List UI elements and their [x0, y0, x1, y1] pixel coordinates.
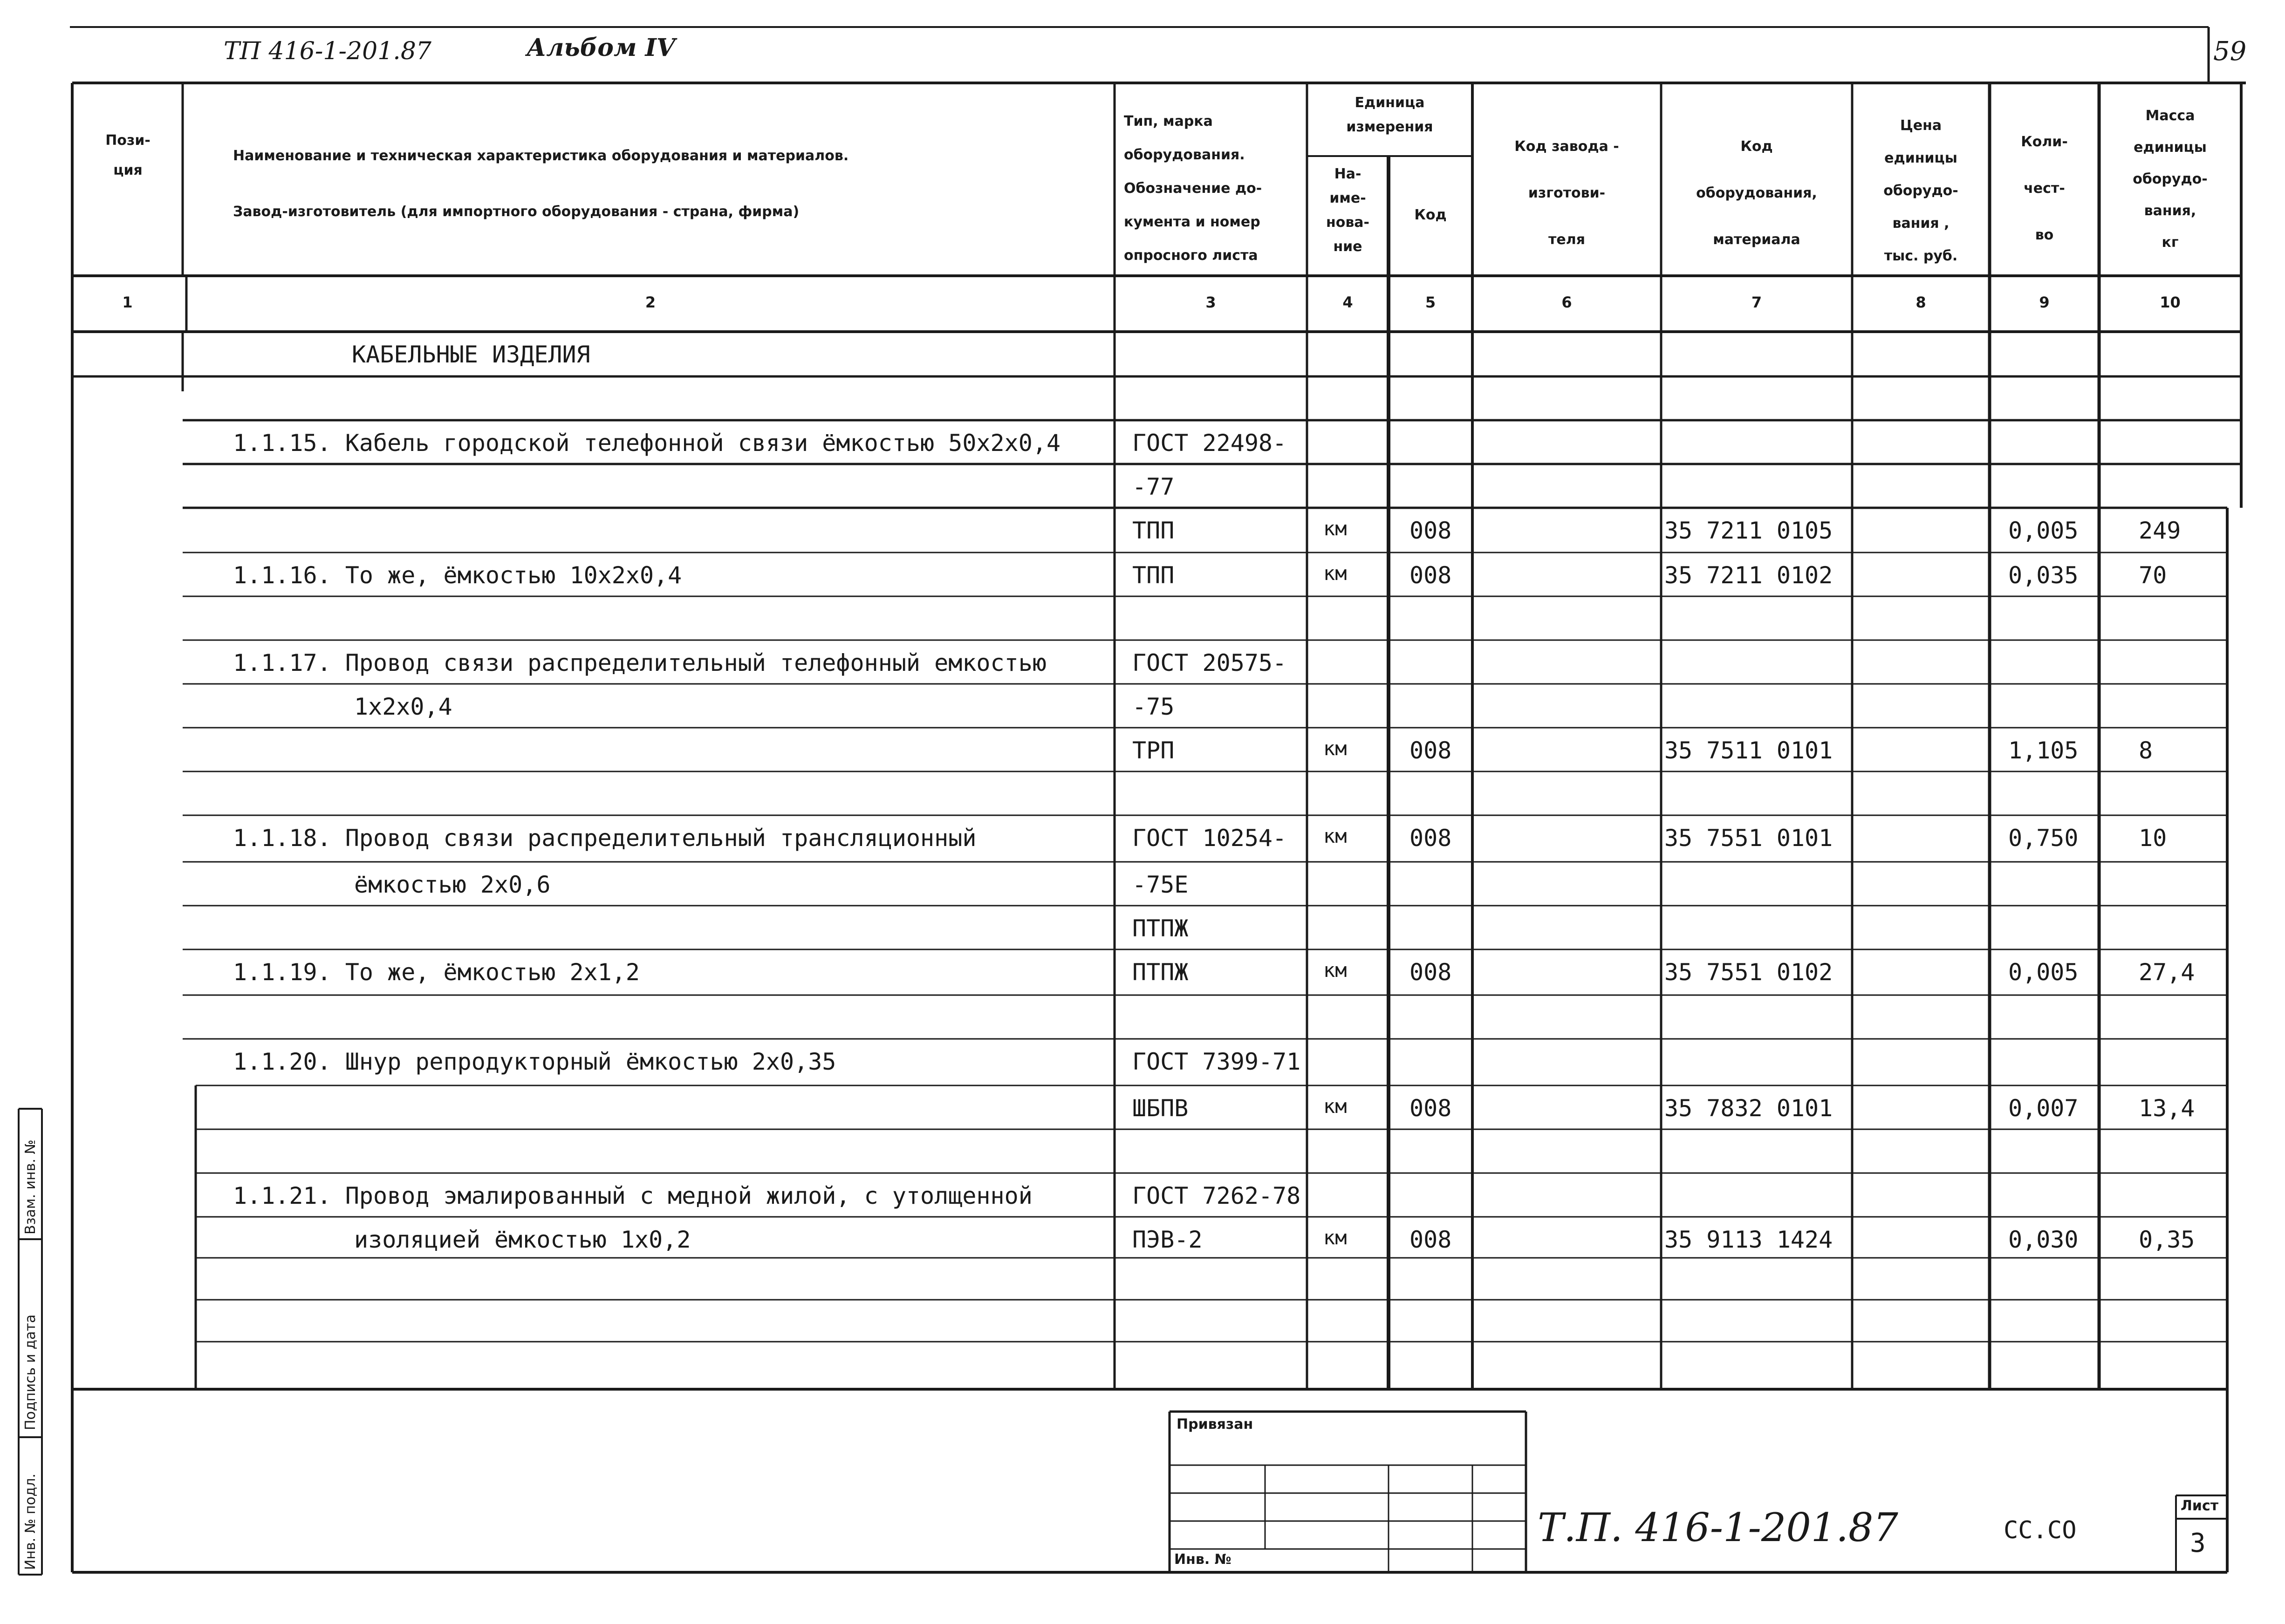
row-qty: 0,005	[2008, 517, 2079, 544]
header-material-code: Код оборудования, материала	[1696, 138, 1817, 248]
row-qty: 0,750	[2008, 825, 2079, 852]
row-type: ГОСТ 7262-78	[1132, 1182, 1301, 1209]
row-code: 008	[1409, 562, 1452, 589]
row-type: ГОСТ 10254-	[1132, 825, 1287, 852]
row-name: КАБЕЛЬНЫЕ ИЗДЕЛИЯ	[352, 341, 590, 368]
row-type: ПТПЖ	[1132, 915, 1189, 942]
row-mass: 0,35	[2139, 1226, 2195, 1253]
column-number: 10	[2160, 293, 2181, 311]
row-qty: 0,005	[2008, 959, 2079, 986]
header-type: Тип, марка оборудования. Обозначение до- кумента и номер опросного листа	[1124, 113, 1262, 264]
column-number: 4	[1342, 293, 1353, 311]
row-qty: 0,030	[2008, 1226, 2079, 1253]
row-code: 008	[1409, 1226, 1452, 1253]
inventory-label: Инв. №	[1174, 1551, 1231, 1568]
column-number: 2	[645, 293, 656, 311]
header-price: Цена единицы оборудо- вания , тыс. руб.	[1883, 117, 1958, 264]
row-type: -77	[1132, 473, 1175, 500]
side-label-replace: Взам. инв. №	[22, 1140, 39, 1235]
column-number: 1	[122, 293, 133, 311]
column-number: 5	[1425, 293, 1436, 311]
row-mat-code: 35 7832 0101	[1664, 1095, 1833, 1122]
row-unit: км	[1323, 737, 1347, 760]
row-mat-code: 35 9113 1424	[1664, 1226, 1833, 1253]
row-type: ТПП	[1132, 562, 1175, 589]
row-name: 1.1.19. То же, ёмкостью 2x1,2	[233, 959, 640, 986]
row-name: 1.1.17. Провод связи распределительный телефонный емкостью	[233, 649, 1047, 676]
row-type: ГОСТ 22498-	[1132, 430, 1287, 457]
row-code: 008	[1409, 959, 1452, 986]
row-unit: км	[1323, 562, 1347, 585]
column-number: 7	[1751, 293, 1762, 311]
row-code: 008	[1409, 825, 1452, 852]
row-type: ГОСТ 7399-71	[1132, 1048, 1301, 1075]
row-code: 008	[1409, 1095, 1452, 1122]
row-name: 1.1.16. То же, ёмкостью 10x2x0,4	[233, 562, 682, 589]
row-type: ГОСТ 20575-	[1132, 649, 1287, 676]
row-type: ТРП	[1132, 737, 1175, 764]
sheet-code: СС.СО	[2004, 1516, 2077, 1544]
row-unit: км	[1323, 517, 1347, 540]
row-name: изоляцией ёмкостью 1x0,2	[354, 1226, 691, 1253]
row-unit: км	[1323, 1226, 1347, 1249]
doc-code-top: ТП 416-1-201.87	[224, 37, 431, 65]
row-code: 008	[1409, 737, 1452, 764]
album-label: Альбом IV	[527, 34, 676, 62]
sheet-number: 3	[2190, 1528, 2206, 1558]
row-mat-code: 35 7551 0102	[1664, 959, 1833, 986]
header-name: Наименование и техническая характеристика оборудования и материалов. Завод-изготовитель (для импортного оборудования - страна, фирма)	[233, 148, 849, 220]
row-name: 1.1.20. Шнур репродукторный ёмкостью 2x0,35	[233, 1048, 836, 1075]
row-mat-code: 35 7551 0101	[1664, 825, 1833, 852]
row-name: 1x2x0,4	[354, 693, 452, 720]
row-qty: 1,105	[2008, 737, 2079, 764]
column-number: 3	[1205, 293, 1216, 311]
row-type: ТПП	[1132, 517, 1175, 544]
header-quantity: Коли- чест- во	[2021, 134, 2068, 243]
side-label-signature: Подпись и дата	[22, 1314, 39, 1430]
header-unit-group: Единица измерения	[1346, 95, 1433, 135]
column-number: 6	[1561, 293, 1572, 311]
row-type: ПЭВ-2	[1132, 1226, 1203, 1253]
header-unit-name: На- име- нова- ние	[1326, 166, 1370, 255]
row-mass: 13,4	[2139, 1095, 2195, 1122]
row-qty: 0,007	[2008, 1095, 2079, 1122]
row-mass: 249	[2139, 517, 2181, 544]
row-name: 1.1.15. Кабель городской телефонной связи ёмкостью 50x2x0,4	[233, 430, 1061, 457]
column-number: 9	[2039, 293, 2050, 311]
row-unit: км	[1323, 1095, 1347, 1118]
row-name: 1.1.18. Провод связи распределительный трансляционный	[233, 825, 977, 852]
row-unit: км	[1323, 825, 1347, 847]
row-mass: 10	[2139, 825, 2167, 852]
row-type: ПТПЖ	[1132, 959, 1189, 986]
stamp-doc-code: Т.П. 416-1-201.87	[1538, 1505, 1898, 1550]
header-unit-code: Код	[1414, 207, 1447, 223]
bound-label: Привязан	[1177, 1416, 1253, 1433]
row-name: ёмкостью 2x0,6	[354, 871, 551, 898]
row-mass: 8	[2139, 737, 2153, 764]
row-mat-code: 35 7211 0102	[1664, 562, 1833, 589]
row-mat-code: 35 7211 0105	[1664, 517, 1833, 544]
row-qty: 0,035	[2008, 562, 2079, 589]
column-number: 8	[1916, 293, 1926, 311]
row-mass: 70	[2139, 562, 2167, 589]
row-type: -75Е	[1132, 871, 1189, 898]
row-name: 1.1.21. Провод эмалированный с медной жилой, с утолщенной	[233, 1182, 1033, 1209]
row-type: -75	[1132, 693, 1175, 720]
header-position: Пози- ция	[105, 132, 151, 178]
row-type: ШБПВ	[1132, 1095, 1189, 1122]
page-number: 59	[2213, 36, 2247, 67]
header-factory-code: Код завода - изготови- теля	[1514, 138, 1619, 248]
row-unit: км	[1323, 959, 1347, 982]
row-code: 008	[1409, 517, 1452, 544]
side-label-inventory: Инв. № подл.	[22, 1474, 39, 1570]
sheet-label: Лист	[2181, 1498, 2219, 1514]
header-mass: Масса единицы оборудо- вания, кг	[2133, 108, 2208, 251]
row-mass: 27,4	[2139, 959, 2195, 986]
row-mat-code: 35 7511 0101	[1664, 737, 1833, 764]
